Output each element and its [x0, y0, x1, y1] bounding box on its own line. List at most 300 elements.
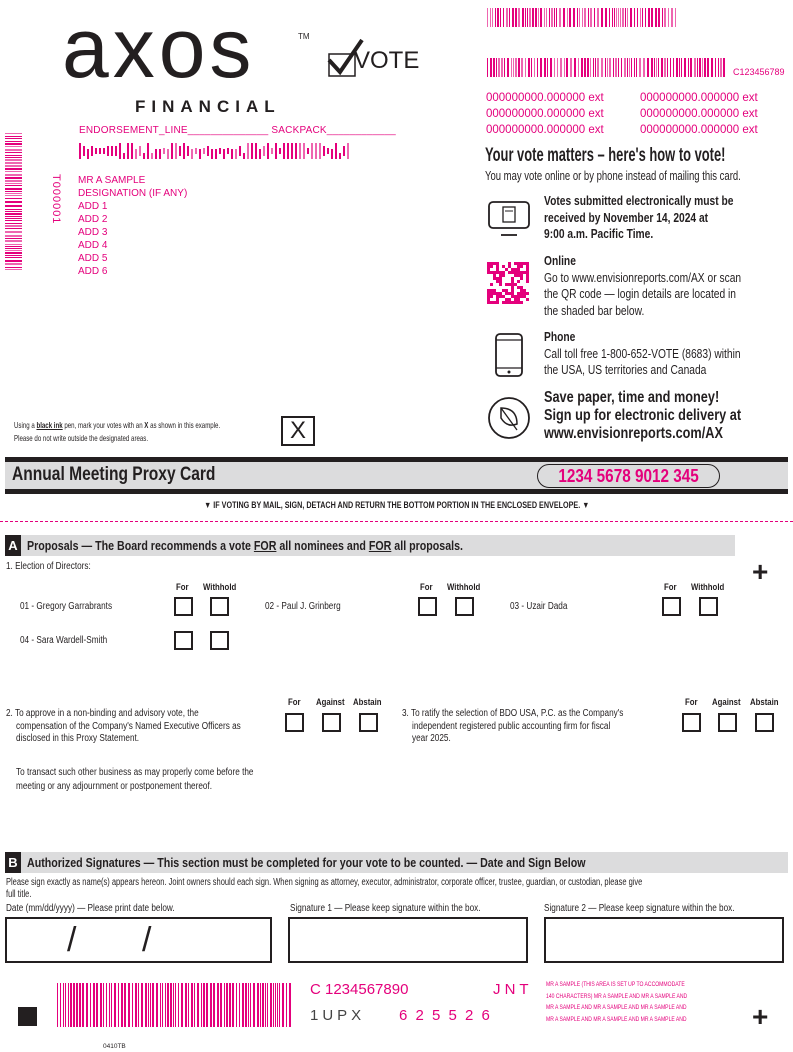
signature-1-label: Signature 1 — Please keep signature within the box. — [290, 903, 481, 914]
barcode-bar — [538, 8, 539, 27]
barcode-bar — [79, 143, 81, 159]
qr-module — [505, 268, 508, 271]
barcode-bar — [5, 257, 22, 258]
barcode-bar — [487, 58, 488, 77]
barcode-bar — [265, 983, 266, 1027]
qr-code-icon[interactable] — [487, 262, 530, 305]
barcode-bar — [522, 8, 524, 27]
barcode-bar — [235, 149, 237, 159]
barcode-bar — [139, 146, 141, 156]
barcode-bar — [115, 146, 117, 156]
address-line: ADD 4 — [78, 240, 108, 251]
barcode-bar — [103, 148, 105, 154]
barcode-bar — [70, 983, 72, 1027]
deadline-line: 9:00 a.m. Pacific Time. — [544, 227, 654, 241]
barcode-bar — [529, 8, 531, 27]
barcode-bar — [651, 58, 653, 77]
barcode-bar — [588, 8, 589, 27]
barcode-bar — [262, 983, 264, 1027]
barcode-bar — [279, 148, 281, 154]
nominee-name: 04 - Sara Wardell-Smith — [20, 635, 108, 646]
barcode-bar — [323, 146, 325, 156]
qr-module — [490, 289, 493, 292]
qr-module — [493, 262, 496, 265]
barcode-bar — [540, 8, 542, 27]
ext-line: 000000000.000000 ext — [640, 92, 758, 104]
qr-module — [490, 262, 493, 265]
qr-module — [517, 262, 520, 265]
barcode-bar — [159, 149, 161, 159]
qr-module — [511, 292, 514, 295]
deadline-text — [544, 193, 775, 243]
barcode-bar — [624, 58, 626, 77]
barcode-bar — [525, 8, 526, 27]
barcode-bar — [111, 146, 113, 156]
qr-module — [517, 292, 520, 295]
barcode-bar — [86, 983, 88, 1027]
barcode-bar — [156, 983, 158, 1027]
barcode-bar — [118, 983, 119, 1027]
proposal-2-for-checkbox[interactable] — [285, 713, 304, 732]
barcode-bar — [671, 8, 673, 27]
barcode-bar — [662, 8, 663, 27]
ext-line: 000000000.000000 ext — [640, 108, 758, 120]
barcode-bar — [630, 8, 632, 27]
barcode-bar — [582, 8, 583, 27]
barcode-bar — [578, 58, 579, 77]
barcode-bar — [150, 983, 151, 1027]
col-for: For — [288, 697, 301, 708]
nominee-03-withhold-checkbox[interactable] — [699, 597, 718, 616]
barcode-bar — [239, 983, 240, 1027]
section-a-title: Proposals — The Board recommends a vote FOR all nominees and FOR all proposals. — [27, 538, 464, 553]
proposal-3-abstain-checkbox[interactable] — [755, 713, 774, 732]
qr-module — [514, 271, 517, 274]
postal-barcode — [79, 143, 351, 159]
ext-lines-left — [486, 90, 604, 138]
barcode-bar — [5, 250, 22, 251]
phone-info — [544, 329, 784, 379]
qr-module — [505, 298, 508, 301]
barcode-bar — [594, 8, 595, 27]
barcode-bar — [251, 143, 253, 159]
barcode-bar — [5, 138, 22, 139]
qr-module — [499, 277, 502, 280]
instruction-line: Using a black ink pen, mark your votes with an X as shown in this example. — [14, 420, 221, 430]
barcode-bar — [65, 983, 66, 1027]
barcode-bar — [560, 58, 562, 77]
how-to-vote-heading — [485, 145, 793, 167]
barcode-bar — [681, 58, 682, 77]
qr-module — [505, 283, 508, 286]
section-b-title: Authorized Signatures — This section must be completed for your vote to be counted. — Date and Sign Below — [27, 855, 586, 870]
barcode-bar — [506, 8, 508, 27]
qr-module — [520, 277, 523, 280]
qr-module — [487, 295, 490, 298]
barcode-bar — [5, 205, 22, 207]
nominee-name: 03 - Uzair Dada — [510, 601, 568, 612]
barcode-bar — [492, 8, 493, 27]
proposal-2-against-checkbox[interactable] — [322, 713, 341, 732]
leaf-icon — [487, 396, 531, 440]
barcode-bar — [5, 252, 22, 254]
proposal-2-text: 2. To approve in a non-binding and advisory vote, the compensation of the Company's Named Executive Officers as disclosed in this Proxy Statement. — [6, 708, 241, 744]
barcode-bar — [286, 983, 287, 1027]
barcode-bar — [87, 149, 89, 159]
qr-module — [526, 280, 529, 283]
barcode-bar — [496, 58, 497, 77]
barcode-bar — [5, 216, 22, 217]
barcode-bar — [515, 8, 517, 27]
barcode-bar — [73, 983, 75, 1027]
barcode-bar — [245, 983, 247, 1027]
detach-instruction: ▼ IF VOTING BY MAIL, SIGN, DETACH AND RETURN THE BOTTOM PORTION IN THE ENCLOSED ENVELOPE. ▼ — [203, 500, 590, 510]
barcode-bar — [661, 58, 663, 77]
barcode-bar — [688, 58, 689, 77]
barcode-bar — [135, 149, 137, 159]
divider — [5, 489, 788, 494]
barcode-bar — [187, 146, 189, 156]
qr-module — [517, 286, 520, 289]
qr-module — [490, 292, 493, 295]
vote-logo — [326, 38, 420, 80]
qr-module — [487, 265, 490, 268]
barcode-bar — [279, 983, 280, 1027]
qr-module — [526, 274, 529, 277]
qr-module — [517, 298, 520, 301]
barcode-bar — [106, 983, 107, 1027]
qr-module — [514, 301, 517, 304]
nominee-02-for-checkbox[interactable] — [418, 597, 437, 616]
qr-module — [502, 274, 505, 277]
card-title: Annual Meeting Proxy Card — [12, 464, 216, 485]
barcode-bar — [219, 148, 221, 154]
barcode-bar — [694, 58, 696, 77]
barcode-bar — [5, 146, 22, 147]
barcode-bar — [5, 225, 22, 227]
qr-module — [517, 301, 520, 304]
barcode-bar — [5, 155, 22, 156]
barcode-bar — [512, 8, 514, 27]
col-against: Against — [316, 697, 345, 708]
barcode-bar — [347, 143, 349, 159]
proposal-3-against-checkbox[interactable] — [718, 713, 737, 732]
nominee-04-for-checkbox[interactable] — [174, 631, 193, 650]
qr-module — [514, 262, 517, 265]
barcode-bar — [640, 8, 641, 27]
qr-module — [511, 277, 514, 280]
barcode-bar — [206, 983, 208, 1027]
address-line: ADD 5 — [78, 253, 108, 264]
barcode-bar — [131, 143, 133, 159]
barcode-bar — [303, 143, 305, 159]
qr-module — [496, 295, 499, 298]
barcode-bar — [618, 8, 619, 27]
barcode-bar — [559, 8, 561, 27]
barcode-bar — [507, 58, 509, 77]
edelivery-link[interactable]: www.envisionreports.com/AX — [544, 425, 723, 442]
nominee-01-for-checkbox[interactable] — [174, 597, 193, 616]
barcode-bar — [584, 58, 586, 77]
barcode-bar — [5, 201, 22, 203]
qr-module — [526, 265, 529, 268]
qr-module — [508, 298, 511, 301]
qr-module — [511, 280, 514, 283]
barcode-bar — [5, 171, 22, 172]
barcode-bar — [188, 983, 189, 1027]
barcode-bar — [645, 8, 646, 27]
barcode-bar — [605, 8, 607, 27]
qr-module — [517, 271, 520, 274]
date-separator: / — [67, 921, 77, 959]
barcode-bar — [259, 149, 261, 159]
barcode-bar — [257, 983, 259, 1027]
barcode-bar — [103, 983, 104, 1027]
qr-module — [520, 286, 523, 289]
qr-module — [496, 277, 499, 280]
barcode-bar — [232, 983, 234, 1027]
barcode-bar — [163, 148, 165, 154]
barcode-bar — [5, 162, 22, 164]
barcode-bar — [260, 983, 261, 1027]
election-label: 1. Election of Directors: — [6, 561, 91, 572]
barcode-bar — [587, 58, 589, 77]
barcode-bar — [327, 148, 329, 154]
barcode-bar — [637, 8, 638, 27]
barcode-bar — [270, 983, 272, 1027]
qr-module — [514, 283, 517, 286]
barcode-bar — [275, 983, 276, 1027]
qr-module — [517, 280, 520, 283]
barcode-bar — [551, 8, 553, 27]
edelivery-info — [544, 389, 784, 443]
barcode-bar — [627, 58, 628, 77]
barcode-bar — [528, 58, 530, 77]
barcode-bar — [634, 58, 635, 77]
barcode-bar — [556, 8, 557, 27]
barcode-bar — [289, 983, 291, 1027]
barcode-bar — [546, 8, 547, 27]
section-b-header — [5, 852, 788, 873]
nominee-03-for-checkbox[interactable] — [662, 597, 681, 616]
barcode-bar — [518, 8, 520, 27]
footer-number: 6 2 5 5 2 6 — [399, 1007, 492, 1024]
top-barcode-1 — [487, 8, 679, 27]
qr-module — [496, 280, 499, 283]
qr-module — [487, 301, 490, 304]
qr-module — [520, 301, 523, 304]
barcode-bar — [165, 983, 166, 1027]
vertical-barcode — [5, 133, 22, 273]
col-withhold: Withhold — [691, 582, 725, 593]
address-line: ADD 1 — [78, 201, 108, 212]
online-info — [544, 253, 784, 319]
barcode-bar — [5, 157, 22, 158]
ext-lines-right — [640, 90, 758, 138]
signature-2-input[interactable] — [544, 917, 784, 963]
barcode-bar — [597, 8, 599, 27]
barcode-bar — [5, 269, 22, 270]
barcode-bar — [566, 58, 568, 77]
barcode-bar — [601, 8, 603, 27]
barcode-bar — [5, 211, 22, 212]
barcode-bar — [673, 58, 674, 77]
qr-module — [505, 292, 508, 295]
qr-module — [493, 292, 496, 295]
proposal-2-abstain-checkbox[interactable] — [359, 713, 378, 732]
barcode-bar — [569, 8, 571, 27]
qr-module — [487, 298, 490, 301]
barcode-bar — [143, 153, 145, 159]
barcode-bar — [5, 228, 22, 229]
barcode-bar — [151, 153, 153, 159]
qr-module — [526, 271, 529, 274]
barcode-bar — [60, 983, 61, 1027]
phone-icon — [494, 332, 524, 378]
qr-module — [523, 295, 526, 298]
phone-title: Phone — [544, 330, 576, 344]
qr-module — [487, 289, 490, 292]
barcode-bar — [147, 143, 149, 159]
barcode-bar — [658, 58, 659, 77]
qr-module — [523, 292, 526, 295]
qr-module — [526, 292, 529, 295]
barcode-bar — [5, 218, 22, 219]
qr-module — [496, 265, 499, 268]
barcode-bar — [679, 58, 680, 77]
barcode-bar — [148, 983, 149, 1027]
barcode-bar — [181, 983, 183, 1027]
barcode-bar — [658, 8, 660, 27]
barcode-bar — [567, 8, 568, 27]
barcode-bar — [631, 58, 632, 77]
barcode-bar — [549, 8, 550, 27]
barcode-bar — [311, 143, 313, 159]
barcode-bar — [315, 143, 317, 159]
qr-module — [490, 295, 493, 298]
barcode-bar — [654, 58, 655, 77]
barcode-bar — [501, 58, 503, 77]
registration-plus-icon: + — [752, 556, 769, 587]
barcode-bar — [540, 58, 542, 77]
qr-module — [493, 289, 496, 292]
online-line[interactable]: Go to www.envisionreports.com/AX or scan — [544, 270, 742, 285]
footer-jnt: J N T — [493, 981, 529, 998]
qr-module — [496, 298, 499, 301]
barcode-bar — [704, 58, 706, 77]
barcode-bar — [615, 58, 617, 77]
barcode-bar — [5, 198, 22, 199]
barcode-bar — [634, 8, 635, 27]
barcode-bar — [231, 149, 233, 159]
barcode-bar — [5, 220, 22, 221]
barcode-bar — [525, 58, 526, 77]
barcode-bar — [121, 983, 123, 1027]
barcode-bar — [563, 8, 565, 27]
sequence-code: T000001 — [50, 174, 62, 225]
barcode-bar — [667, 58, 668, 77]
barcode-bar — [535, 8, 537, 27]
barcode-bar — [5, 165, 22, 167]
col-abstain: Abstain — [353, 697, 382, 708]
barcode-bar — [601, 58, 603, 77]
barcode-bar — [5, 152, 22, 153]
barcode-bar — [527, 8, 528, 27]
barcode-bar — [531, 58, 532, 77]
registration-plus-icon: + — [752, 1001, 769, 1032]
barcode-bar — [707, 58, 709, 77]
date-input[interactable] — [5, 917, 272, 963]
date-separator: / — [142, 921, 152, 959]
qr-module — [514, 274, 517, 277]
barcode-bar — [255, 143, 257, 159]
barcode-bar — [199, 149, 201, 159]
barcode-bar — [642, 8, 643, 27]
proposal-3-for-checkbox[interactable] — [682, 713, 701, 732]
barcode-bar — [5, 240, 22, 242]
section-letter: B — [5, 852, 21, 873]
online-line: the shaded bar below. — [544, 303, 645, 318]
barcode-bar — [191, 149, 193, 159]
barcode-bar — [236, 983, 237, 1027]
barcode-bar — [627, 8, 628, 27]
barcode-bar — [215, 149, 217, 159]
address-line: MR A SAMPLE — [78, 175, 146, 186]
barcode-bar — [699, 58, 701, 77]
nominee-01-withhold-checkbox[interactable] — [210, 597, 229, 616]
barcode-bar — [656, 58, 657, 77]
barcode-bar — [574, 58, 576, 77]
barcode-bar — [597, 58, 599, 77]
qr-module — [523, 289, 526, 292]
qr-module — [490, 271, 493, 274]
barcode-bar — [5, 267, 22, 268]
nominee-02-withhold-checkbox[interactable] — [455, 597, 474, 616]
barcode-bar — [229, 983, 231, 1027]
barcode-bar — [173, 983, 174, 1027]
barcode-bar — [573, 8, 575, 27]
barcode-bar — [213, 983, 215, 1027]
endorsement-line: ENDORSEMENT_LINE______________ SACKPACK____________ — [79, 125, 396, 136]
qr-module — [502, 271, 505, 274]
barcode-bar — [227, 148, 229, 154]
heading-text: Your vote matters – here's how to vote! — [485, 145, 726, 166]
barcode-bar — [564, 58, 565, 77]
col-withhold: Withhold — [447, 582, 481, 593]
barcode-bar — [5, 174, 22, 176]
barcode-bar — [242, 983, 244, 1027]
qr-module — [505, 301, 508, 304]
barcode-bar — [595, 58, 596, 77]
qr-module — [490, 301, 493, 304]
barcode-bar — [217, 983, 219, 1027]
barcode-bar — [107, 146, 109, 156]
control-code: C123456789 — [733, 67, 785, 77]
qr-module — [487, 262, 490, 265]
barcode-bar — [495, 8, 496, 27]
signature-1-input[interactable] — [288, 917, 528, 963]
barcode-bar — [5, 141, 22, 142]
barcode-bar — [275, 143, 277, 159]
vote-mark-text: VOTE — [354, 47, 420, 74]
example-mark-box: X — [281, 416, 315, 446]
qr-module — [511, 286, 514, 289]
phone-line: Call toll free 1-800-652-VOTE (8683) within — [544, 346, 741, 361]
nominee-04-withhold-checkbox[interactable] — [210, 631, 229, 650]
qr-module — [520, 262, 523, 265]
barcode-bar — [5, 188, 22, 190]
ext-line: 000000000.000000 ext — [640, 124, 758, 136]
